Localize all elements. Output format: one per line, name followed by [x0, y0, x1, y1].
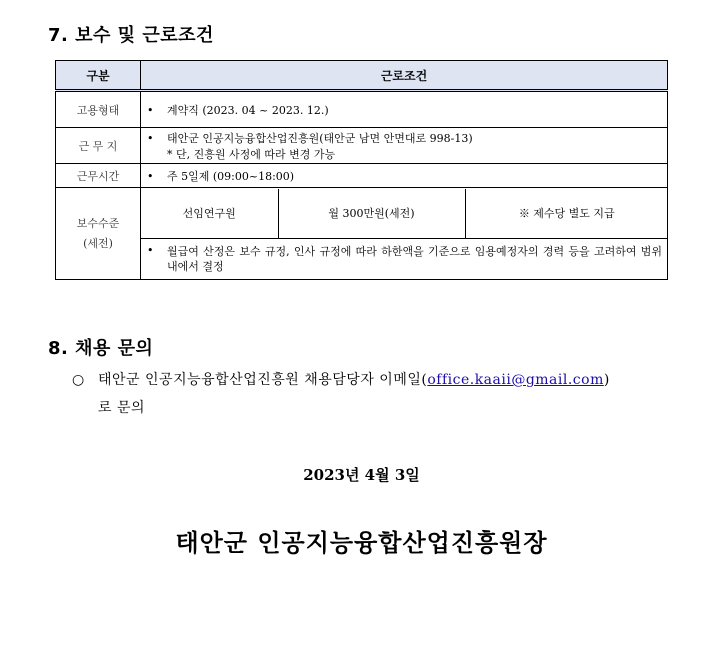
- table-row: [56, 188, 668, 280]
- table-row: [56, 91, 668, 128]
- contact-text: 태안군 인공지능융합산업진흥원 채용담당자 이메일(: [98, 372, 428, 388]
- pay-position: 선임연구원: [141, 189, 278, 239]
- header-category: 구분: [56, 61, 141, 91]
- pay-row: [141, 189, 668, 239]
- row-label-pay: [56, 188, 141, 280]
- pay-note-row: [141, 239, 668, 279]
- contact-text-close: ): [603, 372, 610, 388]
- issuer-name: 태안군 인공지능융합산업진흥원장: [175, 528, 548, 557]
- pay-label-line1: 보수수준: [76, 216, 120, 230]
- contact-paragraph: [72, 366, 672, 422]
- document-date: 2023년 4월 3일: [303, 466, 420, 484]
- bullet: •: [147, 103, 154, 117]
- table-row: [56, 164, 668, 188]
- email-link[interactable]: office.kaaii@gmail.com: [427, 372, 604, 388]
- contact-line2: 로 문의: [98, 400, 146, 416]
- pay-amount: 월 300만원(세전): [278, 189, 465, 239]
- table-header-row: [56, 61, 668, 91]
- bullet: •: [147, 243, 154, 257]
- pay-note-cell: [141, 239, 668, 279]
- bullet: •: [147, 169, 154, 183]
- conditions-table: [55, 60, 668, 280]
- row-value-hours: [141, 164, 668, 188]
- workplace-note-text: * 단, 진흥원 사정에 따라 변경 가능: [167, 147, 336, 161]
- pay-label-line2: (세전): [83, 236, 113, 250]
- row-value-employment: [141, 91, 668, 128]
- workplace-address-text: 태안군 인공지능융합산업진흥원(태안군 남면 안면대로 998-13): [167, 131, 473, 145]
- working-hours-text: 주 5일제 (09:00~18:00): [167, 169, 295, 183]
- pay-subtable: [141, 189, 668, 279]
- circle-bullet: ○: [72, 372, 85, 388]
- row-value-pay: [141, 188, 668, 280]
- pay-note-wrap: [147, 244, 662, 274]
- row-label-hours: 근무시간: [56, 164, 141, 188]
- contact-line1: [72, 366, 672, 394]
- table-row: [56, 128, 668, 164]
- section-7-title: 7. 보수 및 근로조건: [48, 25, 214, 46]
- row-label-workplace: 근 무 지: [56, 128, 141, 164]
- bullet: •: [147, 131, 154, 145]
- header-conditions: 근로조건: [141, 61, 668, 91]
- pay-allowance-note: ※ 제수당 별도 지급: [465, 189, 668, 239]
- row-value-workplace: [141, 128, 668, 164]
- pay-note-text: 월급여 산정은 보수 규정, 인사 규정에 따라 하한액을 기준으로 임용예정자의 경력 등을 고려하여 범위 내에서 결정: [167, 244, 662, 273]
- section-8-title: 8. 채용 문의: [48, 338, 154, 359]
- employment-type-text: 계약직 (2023. 04 ~ 2023. 12.): [167, 103, 329, 117]
- row-label-employment: 고용형태: [56, 91, 141, 128]
